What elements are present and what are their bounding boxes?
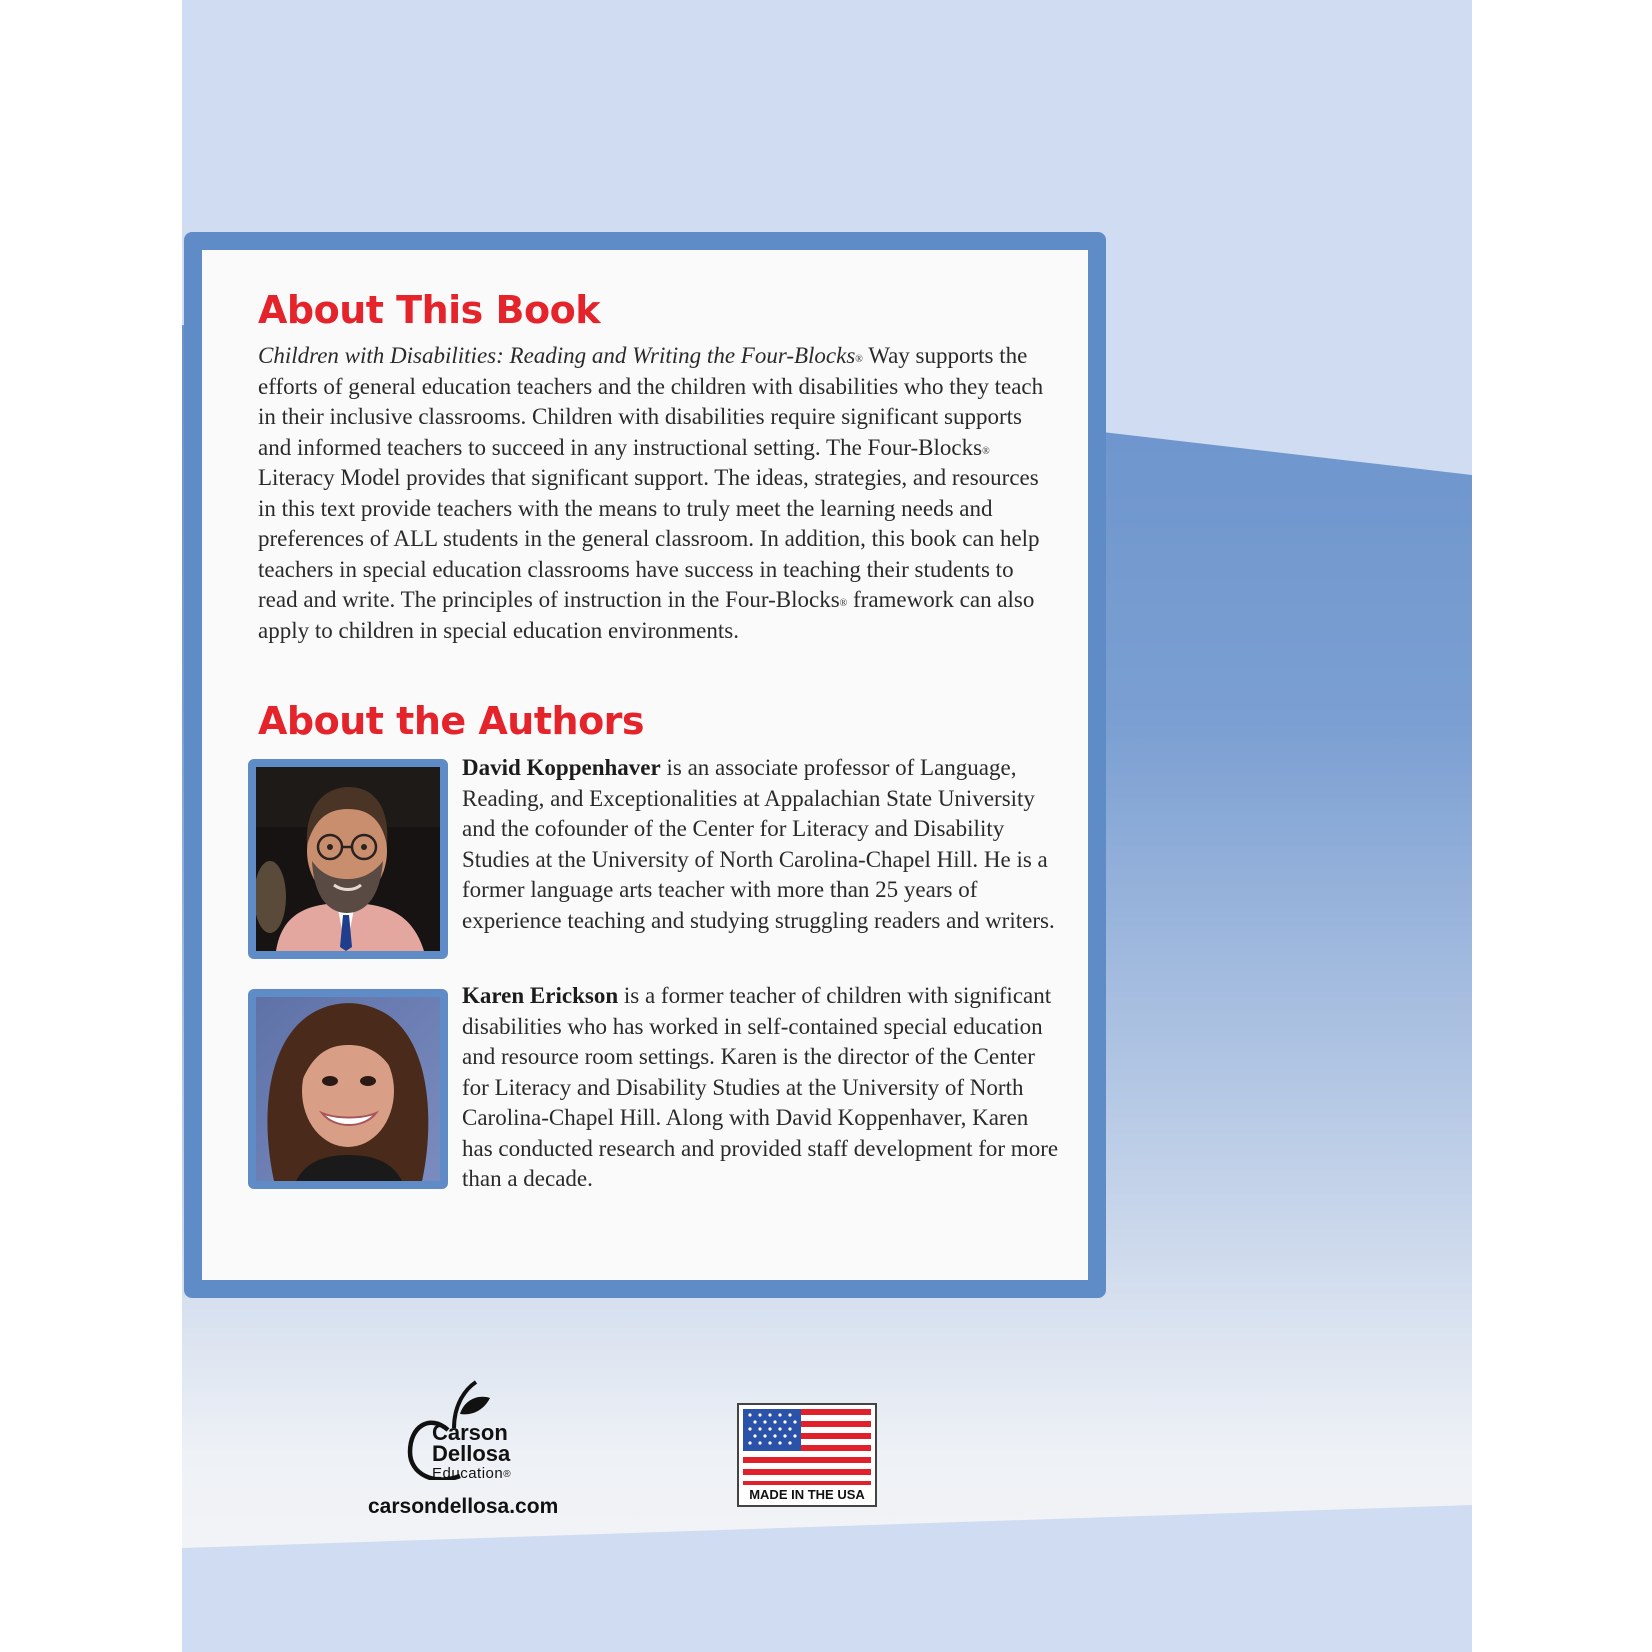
logo-text-dellosa: Dellosa xyxy=(432,1441,511,1466)
about-book-heading: About This Book xyxy=(258,288,600,332)
made-in-usa-caption: MADE IN THE USA xyxy=(749,1487,865,1502)
author-bio-david xyxy=(462,753,1062,936)
man-portrait-photo xyxy=(256,767,440,951)
book-text-part-c: framework can also apply to children in special education environments. xyxy=(258,587,1035,643)
made-in-usa-badge xyxy=(737,1403,877,1507)
about-authors-heading: About the Authors xyxy=(258,699,645,743)
registered-mark: ® xyxy=(839,598,848,609)
author-bio-karen xyxy=(462,981,1062,1195)
registered-mark: ® xyxy=(982,445,990,457)
author-bio-text: is a former teacher of children with significant disabilities who has worked in self-contained special education and resource room settings. Karen is the director of the Center for Literacy and Disability Studies at the University of North Carolina-Chapel Hill. Along with David Koppenhaver, Karen has conducted research and provided staff development for more than a decade. xyxy=(462,983,1059,1191)
publisher-website-link[interactable]: carsondellosa.com xyxy=(368,1495,559,1518)
us-flag-icon xyxy=(743,1409,871,1485)
author-name-david: David Koppenhaver xyxy=(462,755,661,780)
logo-text-education xyxy=(432,1466,511,1481)
author-photo-karen xyxy=(248,989,448,1189)
book-title: Children with Disabilities: Reading and Writing the Four-Blocks xyxy=(258,343,856,368)
author-name-karen: Karen Erickson xyxy=(462,983,619,1008)
logo-text-education-word: Education xyxy=(432,1465,504,1482)
author-bio-text: is an associate professor of Language, Reading, and Exceptionalities at Appalachian State University and the cofounder of the Center for Literacy and Disability Studies at the University of North Carolina-Chapel Hill. He is a former language arts teacher with more than 25 years of experience teaching and studying struggling readers and writers. xyxy=(462,755,1055,933)
woman-portrait-photo xyxy=(256,997,440,1181)
logo-text-carson: Carson xyxy=(432,1420,508,1445)
registered-mark: ® xyxy=(855,354,863,365)
book-text-part-b: Literacy Model provides that significant support. The ideas, strategies, and resources in this text provide teachers with the means to truly meet the learning needs and preferences of ALL students in the general classroom. In addition, this book can help teachers in special education classrooms have success in teaching their students to read and write. The principles of instruction in the Four-Blocks xyxy=(258,465,1040,612)
book-text-part-a: Way supports the efforts of general education teachers and the children with disabilities who they teach in their inclusive classrooms. Children with disabilities require significant supports and informed teachers to succeed in any instructional setting. The Four-Blocks xyxy=(258,343,1044,460)
author-photo-david xyxy=(248,759,448,959)
logo-registered-mark: ® xyxy=(503,1469,512,1480)
about-book-paragraph xyxy=(258,341,1058,646)
